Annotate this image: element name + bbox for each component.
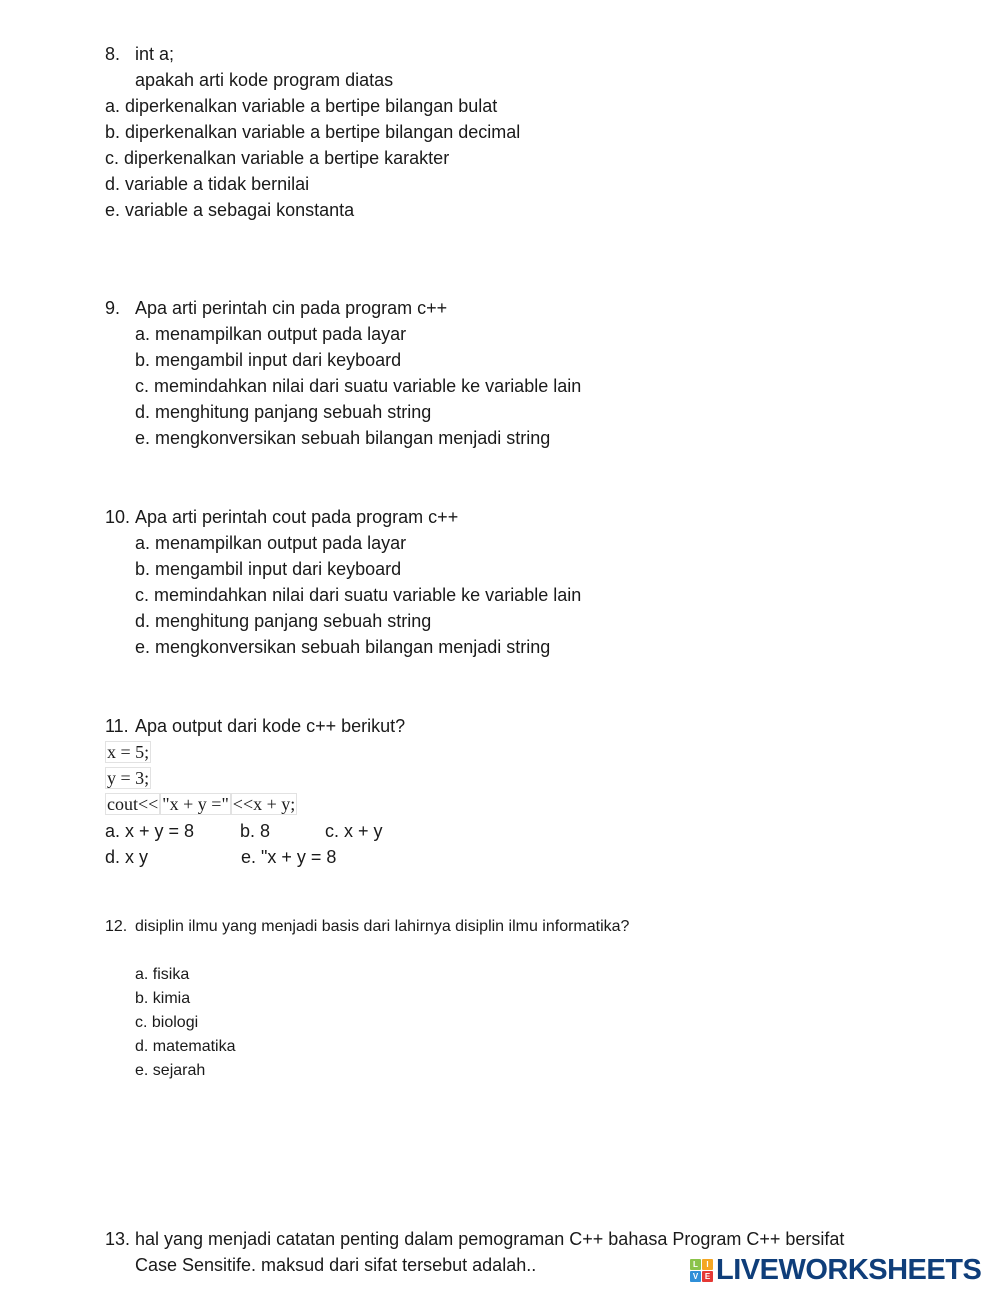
code-y: y = 3; — [107, 768, 150, 788]
q8-code: int a; — [135, 44, 175, 64]
q8-option-c: c. diperkenalkan variable a bertipe karakter — [105, 148, 450, 168]
q8-question: apakah arti kode program diatas — [135, 70, 394, 90]
q12-question: disiplin ilmu yang menjadi basis dari lahirnya disiplin ilmu informatika? — [135, 918, 630, 935]
q13-question-line-1: hal yang menjadi catatan penting dalam pemograman C++ bahasa Program C++ bersifat — [135, 1229, 845, 1249]
q11-option-e: e. "x + y = 8 — [241, 847, 337, 867]
q12-option-a: a. fisika — [135, 966, 190, 983]
q8-number: 8. — [105, 44, 121, 64]
q11-code-line-1 — [105, 741, 151, 763]
q13-number: 13. — [105, 1229, 131, 1249]
q8-option-e: e. variable a sebagai konstanta — [105, 200, 355, 220]
q12-option-b: b. kimia — [135, 990, 191, 1007]
q11-option-b: b. 8 — [240, 821, 271, 841]
q10-question: Apa arti perintah cout pada program c++ — [135, 507, 459, 527]
q11-question: Apa output dari kode c++ berikut? — [135, 716, 406, 736]
logo-tiles-icon — [690, 1259, 713, 1282]
q8-option-b: b. diperkenalkan variable a bertipe bilangan decimal — [105, 122, 521, 142]
q12-number: 12. — [105, 918, 128, 935]
q12-option-c: c. biologi — [135, 1014, 199, 1031]
code-string: "x + y =" — [162, 794, 229, 814]
code-x: x = 5; — [107, 742, 150, 762]
code-cout: cout<< — [107, 794, 159, 814]
q11-code-line-3 — [105, 793, 297, 815]
code-expr: <<x + y; — [232, 794, 296, 814]
q8-option-a: a. diperkenalkan variable a bertipe bilangan bulat — [105, 96, 498, 116]
liveworksheets-logo — [690, 1254, 981, 1287]
q11-code-line-2 — [105, 767, 151, 789]
q11-option-c: c. x + y — [325, 821, 383, 841]
q12-option-d: d. matematika — [135, 1038, 236, 1055]
q9-option-c: c. memindahkan nilai dari suatu variable ke variable lain — [135, 376, 582, 396]
logo-tile: L — [690, 1259, 701, 1270]
q11-number: 11. — [105, 716, 129, 736]
q9-question: Apa arti perintah cin pada program c++ — [135, 298, 448, 318]
q10-option-b: b. mengambil input dari keyboard — [135, 559, 402, 579]
q12-option-e: e. sejarah — [135, 1062, 206, 1079]
q10-number: 10. — [105, 507, 131, 527]
q9-option-e: e. mengkonversikan sebuah bilangan menjadi string — [135, 428, 551, 448]
logo-tile: V — [690, 1271, 701, 1282]
q8-option-d: d. variable a tidak bernilai — [105, 174, 310, 194]
q10-option-d: d. menghitung panjang sebuah string — [135, 611, 432, 631]
q11-option-a: a. x + y = 8 — [105, 821, 195, 841]
q10-option-c: c. memindahkan nilai dari suatu variable ke variable lain — [135, 585, 582, 605]
q9-option-a: a. menampilkan output pada layar — [135, 324, 407, 344]
q11-option-d: d. x y — [105, 847, 149, 867]
q9-option-d: d. menghitung panjang sebuah string — [135, 402, 432, 422]
q13-question-line-2: Case Sensitife. maksud dari sifat tersebut adalah.. — [135, 1255, 537, 1275]
logo-tile: E — [702, 1271, 713, 1282]
q9-number: 9. — [105, 298, 121, 318]
q10-option-e: e. mengkonversikan sebuah bilangan menjadi string — [135, 637, 551, 657]
logo-text: LIVEWORKSHEETS — [716, 1254, 982, 1286]
q10-option-a: a. menampilkan output pada layar — [135, 533, 407, 553]
q9-option-b: b. mengambil input dari keyboard — [135, 350, 402, 370]
logo-tile: I — [702, 1259, 713, 1270]
